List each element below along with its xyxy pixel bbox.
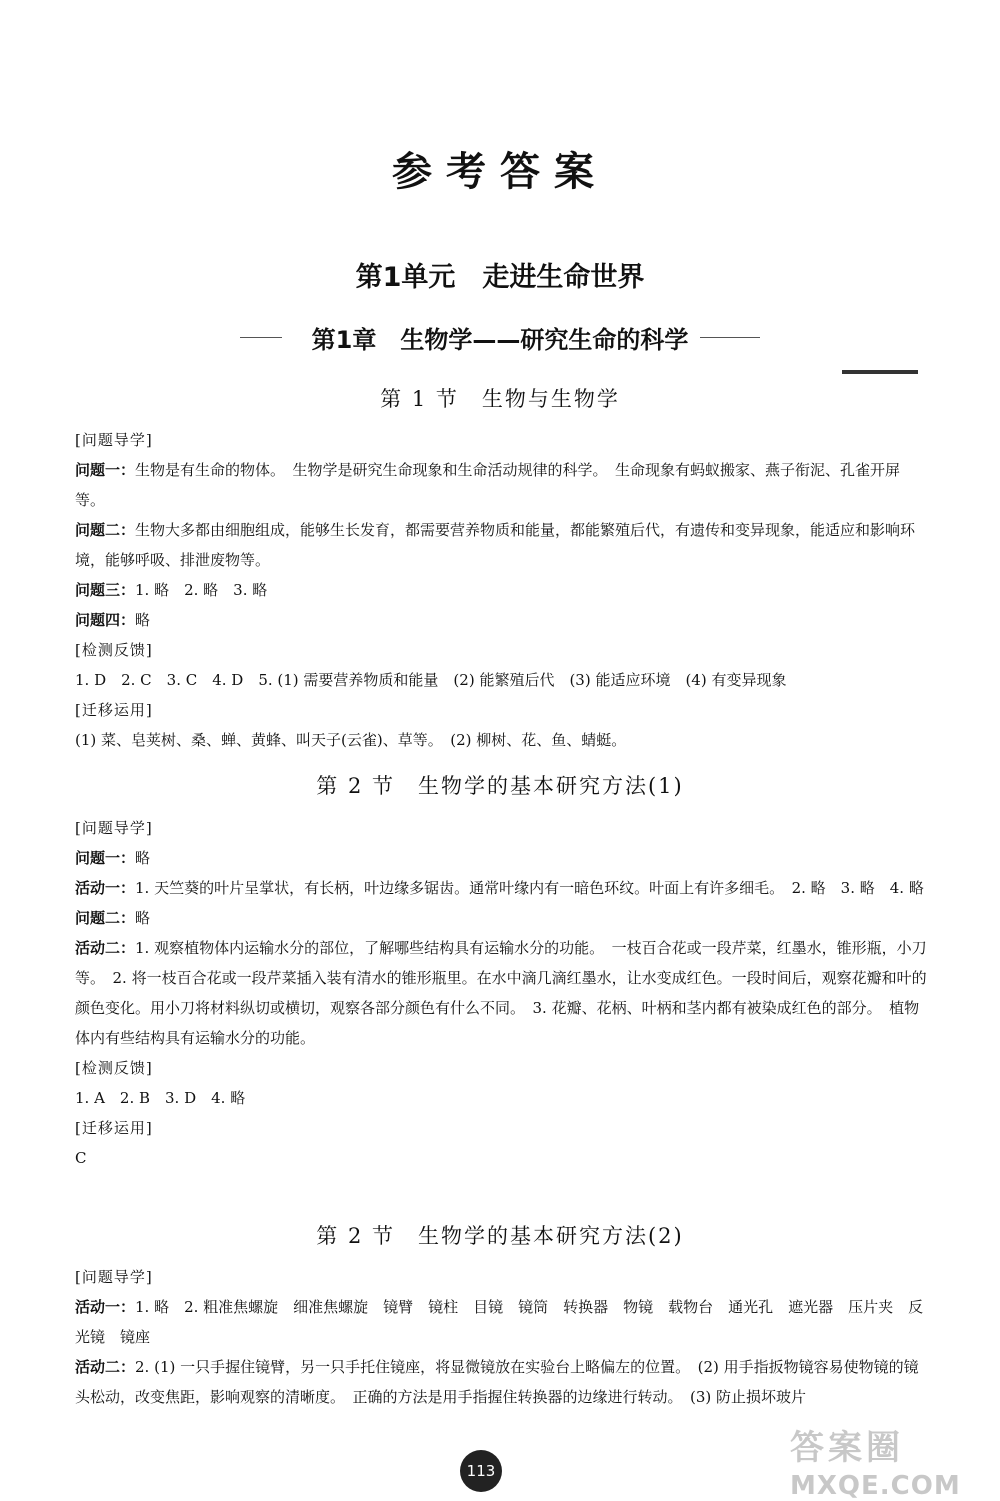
margin-mark — [842, 370, 918, 374]
tag-guide: [问题导学] — [75, 431, 153, 449]
paragraph-lead-label: 问题四： — [75, 611, 136, 629]
tag-guide: [问题导学] — [75, 1268, 153, 1286]
answer-paragraph: (1) 菜、皂荚树、桑、蝉、黄蜂、叫天子(云雀)、草等。 (2) 柳树、花、鱼、蜻蜓。 — [75, 731, 627, 749]
paragraph-lead-label: 活动一： — [75, 1298, 136, 1316]
chapter-title: 第1章 生物学——研究生命的科学 — [311, 326, 689, 354]
unit-title: 第1单元 走进生命世界 — [355, 262, 645, 293]
section-body-3 — [75, 1262, 930, 1412]
watermark-logo-text: 答案圈 — [790, 1428, 904, 1468]
paragraph-lead-label: 问题二： — [75, 521, 136, 539]
watermark-url: MXQE.COM — [790, 1471, 961, 1501]
paragraph-lead-label: 活动二： — [75, 939, 136, 957]
answer-paragraph: 活动一：1. 天竺葵的叶片呈掌状，有长柄，叶边缘多锯齿。通常叶缘内有一暗色环纹。叶面上有许多细毛。 2. 略 3. 略 4. 略 — [75, 879, 924, 897]
tag-guide: [问题导学] — [75, 819, 153, 837]
watermark — [790, 1420, 961, 1501]
answer-paragraph: 问题三：1. 略 2. 略 3. 略 — [75, 581, 268, 599]
answer-paragraph: 问题二：生物大多都由细胞组成，能够生长发育，都需要营养物质和能量，都能繁殖后代，有遗传和变异现象，能适应和影响环境，能够呼吸、排泄废物等。 — [75, 521, 916, 569]
chapter-header — [240, 320, 760, 354]
answer-paragraph: 活动二：1. 观察植物体内运输水分的部位，了解哪些结构具有运输水分的功能。 一枝百合花或一段芹菜，红墨水，锥形瓶，小刀等。 2. 将一枝百合花或一段芹菜插入装有清水的锥形瓶里。在水中滴几滴红墨水，让水变成红色。一段时间后，观察花瓣和叶的颜色变化。用小刀将材料纵切或横切，观察各部分颜色有什么不同。 3. 花瓣、花柄、叶柄和茎内都有被染成红色的部分。 植物体内有些结构具有运输水分的功能。 — [75, 939, 927, 1047]
paragraph-lead-label: 问题三： — [75, 581, 136, 599]
section-body-2 — [75, 813, 930, 1173]
section-heading-2: 第 2 节 生物学的基本研究方法(1) — [316, 774, 684, 798]
paragraph-lead-label: 问题一： — [75, 461, 136, 479]
paragraph-lead-label: 活动一： — [75, 879, 136, 897]
answer-paragraph: 问题一：生物是有生命的物体。 生物学是研究生命现象和生命活动规律的科学。 生命现象有蚂蚁搬家、燕子衔泥、孔雀开屏等。 — [75, 461, 901, 509]
answer-paragraph: 问题一：略 — [75, 849, 151, 867]
paragraph-lead-label: 问题二： — [75, 909, 136, 927]
answer-paragraph: C — [75, 1149, 87, 1167]
answer-paragraph: 活动一：1. 略 2. 粗准焦螺旋 细准焦螺旋 镜臂 镜柱 目镜 镜筒 转换器 物镜 载物台 通光孔 遮光器 压片夹 反光镜 镜座 — [75, 1298, 924, 1346]
paragraph-lead-label: 活动二： — [75, 1358, 136, 1376]
tag-feedback: [检测反馈] — [75, 1059, 153, 1077]
page-number: 113 — [460, 1450, 502, 1492]
answer-paragraph: 问题四：略 — [75, 611, 151, 629]
tag-feedback: [检测反馈] — [75, 641, 153, 659]
paragraph-lead-label: 问题一： — [75, 849, 136, 867]
tag-transfer: [迁移运用] — [75, 1119, 153, 1137]
answer-paragraph: 活动二：2. (1) 一只手握住镜臂，另一只手托住镜座，将显微镜放在实验台上略偏左的位置。 (2) 用手指扳物镜容易使物镜的镜头松动，改变焦距，影响观察的清晰度。 正确的方法是用手指握住转换器的边缘进行转动。 (3) 防止损坏玻片 — [75, 1358, 919, 1406]
page-title: 参考答案 — [392, 149, 608, 195]
answer-paragraph: 问题二：略 — [75, 909, 151, 927]
tag-transfer: [迁移运用] — [75, 701, 153, 719]
section-heading-3: 第 2 节 生物学的基本研究方法(2) — [316, 1224, 684, 1248]
section-body-1 — [75, 425, 930, 755]
answer-paragraph: 1. A 2. B 3. D 4. 略 — [75, 1089, 246, 1107]
answer-paragraph: 1. D 2. C 3. C 4. D 5. (1) 需要营养物质和能量 (2) 能繁殖后代 (3) 能适应环境 (4) 有变异现象 — [75, 671, 787, 689]
section-heading-1: 第 1 节 生物与生物学 — [380, 387, 620, 411]
